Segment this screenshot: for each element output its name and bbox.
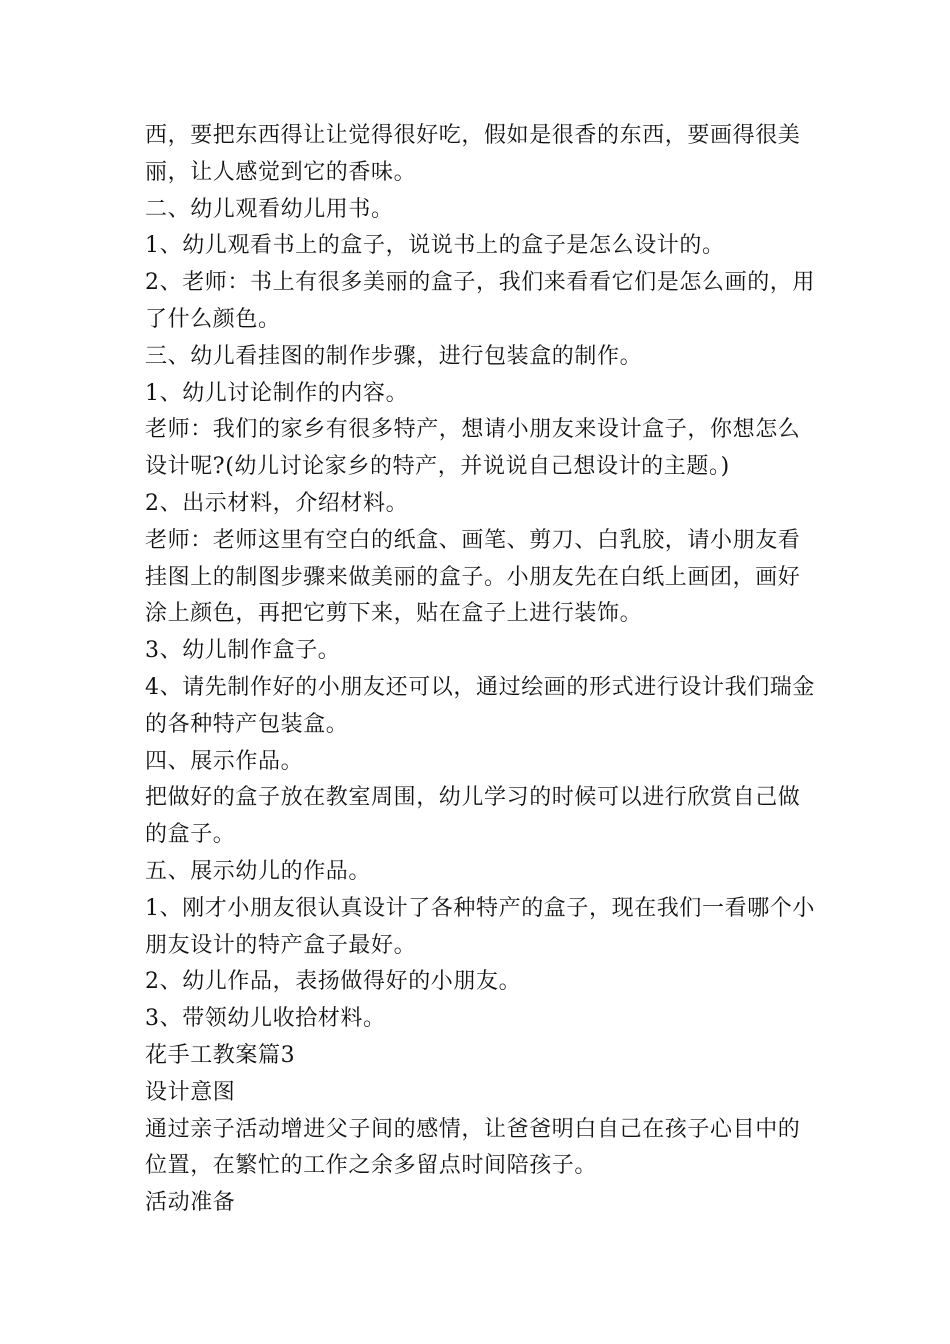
text-line: 位置，在繁忙的工作之余多留点时间陪孩子。 <box>145 1153 598 1179</box>
section-heading: 三、幼儿看挂图的制作步骤，进行包装盒的制作。 <box>145 343 643 369</box>
section-heading: 二、幼儿观看幼儿用书。 <box>145 196 394 222</box>
section-heading: 活动准备 <box>145 1190 236 1216</box>
text-line: 3、带领幼儿收拾材料。 <box>145 1006 386 1032</box>
text-line: 老师：老师这里有空白的纸盒、画笔、剪刀、白乳胶，请小朋友看 <box>145 527 801 553</box>
text-line: 1、幼儿讨论制作的内容。 <box>145 380 409 406</box>
text-line: 朋友设计的特产盒子最好。 <box>145 932 417 958</box>
text-line: 4、请先制作好的小朋友还可以，通过绘画的形式进行设计我们瑞金 <box>145 674 815 700</box>
text-line: 挂图上的制图步骤来做美丽的盒子。小朋友先在白纸上画团，画好 <box>145 564 801 590</box>
text-line: 3、幼儿制作盒子。 <box>145 638 341 664</box>
section-heading: 设计意图 <box>145 1079 236 1105</box>
text-line: 2、幼儿作品，表扬做得好的小朋友。 <box>145 969 522 995</box>
section-heading: 四、展示作品。 <box>145 748 304 774</box>
text-line: 2、出示材料，介绍材料。 <box>145 490 409 516</box>
text-line: 涂上颜色，再把它剪下来，贴在盒子上进行装饰。 <box>145 601 643 627</box>
text-line: 的盒子。 <box>145 822 236 848</box>
text-line: 1、刚才小朋友很认真设计了各种特产的盒子，现在我们一看哪个小 <box>145 895 815 921</box>
section-heading: 五、展示幼儿的作品。 <box>145 858 372 884</box>
text-line: 把做好的盒子放在教室周围，幼儿学习的时候可以进行欣赏自己做 <box>145 785 801 811</box>
text-line: 西，要把东西得让让觉得很好吃，假如是很香的东西，要画得很美 <box>145 123 801 148</box>
document-body <box>145 118 815 1222</box>
text-line: 通过亲子活动增进父子间的感情，让爸爸明白自己在孩子心目中的 <box>145 1116 801 1142</box>
text-line: 老师：我们的家乡有很多特产，想请小朋友来设计盒子，你想怎么 <box>145 417 801 443</box>
chapter-title: 花手工教案篇3 <box>145 1042 296 1068</box>
text-line: 2、老师：书上有很多美丽的盒子，我们来看看它们是怎么画的，用 <box>145 270 815 296</box>
text-line: 设计呢?(幼儿讨论家乡的特产，并说说自己想设计的主题。) <box>145 454 730 480</box>
text-line: 1、幼儿观看书上的盒子，说说书上的盒子是怎么设计的。 <box>145 233 725 259</box>
text-line: 丽，让人感觉到它的香味。 <box>145 159 417 185</box>
text-line: 了什么颜色。 <box>145 306 281 332</box>
text-line: 的各种特产包装盒。 <box>145 711 349 737</box>
